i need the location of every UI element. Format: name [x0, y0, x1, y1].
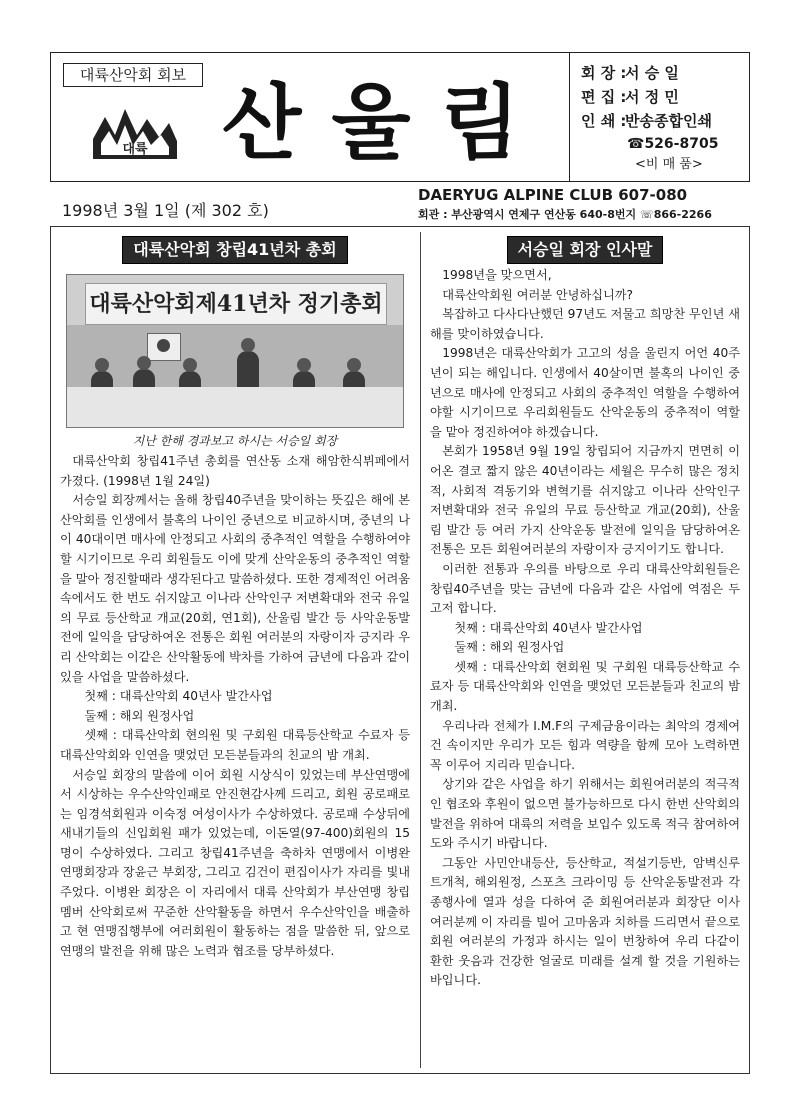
- article-paragraph: 서승일 회장의 말씀에 이어 회원 시상식이 있었는데 부산연맹에서 시상하는 우수산악인패로 안진현감사께 드리고, 회원 공로패로는 임경석회원과 이숙정 여성이사가 수상하였다. 공로패 수상뒤에 새내기들의 신입회원 패가 있었는데, 이돈열(97-400)회원의 15명이 수상하였다. 그리고 창립41주년을 축하차 연맹에서 이병완 연맹회장과 장윤근 부회장, 그리고 김건이 편집이사가 자리를 빛내주었다. 이병완 회장은 이 자리에서 대륙 산악회가 부산연맹 창립멤버 산악회로써 꾸준한 산악활동을 하면서 우수산악인을 배출하고 현 연맹집행부에 여러회원이 활동하는 점을 말씀한 뒤, 앞으로 연맹의 발전을 위해 많은 노력과 협조를 당부하셨다.: [60, 767, 410, 958]
- left-article: [60, 236, 410, 961]
- plan-item: 둘째 : 해외 원정사업: [454, 640, 565, 655]
- bulletin-label: 대륙산악회 회보: [63, 63, 203, 87]
- club-name: DAERYUG ALPINE CLUB 607-080: [418, 186, 688, 204]
- greeting-paragraph: 이러한 전통과 우의를 바탕으로 우리 대륙산악회원들은 창립40주년을 맞는 금년에 다음과 같은 사업에 역점은 두고저 합니다.: [430, 561, 740, 616]
- greeting-paragraph: 1998년은 대륙산악회가 고고의 성을 울린지 어언 40주년이 되는 해입니다. 인생에서 40살이면 불혹의 나이인 중년으로 매사에 안정되고 사회의 중추적인 역할을 수행하여야할 시기이므로 우리회원들도 산악운동의 중추적이 역할을 맡아 정진하여야 하겠습니다.: [430, 346, 740, 439]
- meeting-photo: [66, 274, 404, 428]
- issue-dateline: 1998년 3월 1일 (제 302 호): [62, 201, 269, 220]
- staff-row-printer: [581, 109, 746, 133]
- plan-item: 둘째 : 해외 원정사업: [84, 708, 195, 723]
- greeting-paragraph: 1998년을 맞으면서,: [442, 268, 552, 282]
- logo-text: 대륙: [122, 142, 148, 157]
- printer-phone: ☎526-8705: [627, 136, 719, 152]
- greeting-paragraph: 상기와 같은 사업을 하기 위해서는 회원여러분의 적극적인 협조와 후원이 없으면 불가능하므로 다시 한번 산악회의 발전을 위하여 대륙의 저력을 보입수 있도록 적극 참여하여 도와 주시기 바랍니다.: [430, 777, 740, 851]
- photo-banner: [85, 283, 387, 325]
- left-headline: 대륙산악회 창립41년차 총회: [122, 236, 347, 264]
- club-address: 회관 : 부산광역시 연제구 연산동 640-8번지 ☏866-2266: [418, 208, 712, 221]
- staff-name: 반송종합인쇄: [625, 112, 712, 130]
- newsletter-title: 산울림: [222, 75, 550, 171]
- photo-banner-text: 대륙산악회제41년차 정기총회: [89, 291, 383, 317]
- plan-item: 셋째 : 대륙산악회 현의원 및 구회원 대륙등산학교 수료자 등 대륙산악회와 인연을 맺었던 모든분들과의 친교의 밤 개최.: [60, 728, 410, 762]
- greeting-paragraph: 대륙산악회원 여러분 안녕하십니까?: [442, 287, 634, 302]
- greeting-paragraph: 우리나라 전체가 I.M.F의 구제금융이라는 최악의 경제여건 속이지만 우리가 모든 힘과 역량을 함께 모아 노력하면 꼭 이루어 지리라 믿습니다.: [430, 718, 740, 772]
- greeting-paragraph: 그동안 사민안내등산, 등산학교, 적설기등반, 암벽신루트개척, 해외원정, 스포츠 크라이밍 등 산악운동발전과 각종행사에 열과 성을 다하여 준 회원여러분과 회장단 이사 여러분께 이 자리를 빌어 고마움과 치하를 드리면서 끝으로 회원 여러분의 가정과 하시는 일이 번창하여 우리 다같이 환한 웃음과 건강한 얼굴로 미래를 설계 할 것을 기원하는 바입니다.: [430, 855, 740, 988]
- staff-role: 회 장 :: [581, 64, 627, 82]
- staff-row-editor: [581, 85, 746, 109]
- masthead: [50, 52, 750, 182]
- greeting-paragraph: 복잡하고 다사다난했던 97년도 저물고 희망찬 무인년 새해를 맞이하였습니다.: [430, 307, 740, 341]
- plan-item: 셋째 : 대륙산악회 현회원 및 구회원 대륙등산학교 수료자 등 대륙산악회와 인연을 맺었던 모든분들과 친교의 밤 개최.: [430, 659, 740, 714]
- staff-list: [581, 61, 746, 175]
- staff-role: 편 집 :: [581, 88, 627, 106]
- masthead-divider: [569, 53, 570, 181]
- right-headline: 서승일 회장 인사말: [507, 236, 664, 264]
- plan-item: 첫째 : 대륙산악회 40년사 발간사업: [84, 689, 273, 704]
- staff-name: 서 정 민: [625, 88, 679, 106]
- staff-name: 서 승 일: [625, 64, 679, 82]
- photo-caption: 지난 한해 경과보고 하시는 서승일 회장: [132, 434, 338, 448]
- right-article: [430, 236, 740, 991]
- plan-item: 첫째 : 대륙산악회 40년사 발간사업: [454, 620, 643, 635]
- column-rule: [420, 232, 421, 1068]
- staff-role: 인 쇄 :: [581, 112, 627, 130]
- article-paragraph: 대륙산악회 창립41주년 총회를 연산동 소재 해암한식뷔페에서 가졌다. (1998년 1월 24일): [60, 454, 410, 488]
- club-logo-icon: [91, 101, 179, 161]
- flag-emblem-icon: [157, 339, 170, 352]
- article-paragraph: 서승일 회장께서는 올해 창립40주년을 맞이하는 뜻깊은 해에 본 산악회를 인생에서 불혹의 나이인 중년으로 비교하시며, 중년의 나이 40대이면 매사에 안정되고 사회의 중추적인 역할을 수행하여야 할 시기이므로 우리 회원들도 이에 맞게 산악운동의 중추적인 역할을 말아 정진할때라 생각된다고 말씀하셨다. 또한 경제적인 어려움속에서도 한 번도 쉬지않고 이나라 산악인구 저변확대와 전국 유일의 무료 등산학교 개교(20회, 연1회), 산울림 발간 등 사악운동발전에 일익을 담당하여온 전통은 회원 여러분의 자랑이자 긍지라 우리 산악회는 이같은 산악활동에 박차를 가하여 금년에 다음과 같이 있을 사업을 말씀하셨다.: [60, 493, 410, 684]
- greeting-paragraph: 본회가 1958년 9월 19일 창립되어 지금까지 면면히 이어온 결코 짧지 않은 40년이라는 세월은 무수히 많은 정치적, 사회적 격동기와 변혁기를 쉬지않고 이나라 산악인구 저변확대와 전국 유일의 무료 등산학교 개교(20회), 산울림 발간 등 여러 가지 산악운동 발전에 일익을 담당하여온 전통은 모든 회원여러분의 자랑이자 긍지이기도 합니다.: [430, 444, 740, 557]
- not-for-sale-label: <비 매 품>: [635, 157, 703, 172]
- staff-row-president: [581, 61, 746, 85]
- head-table: [67, 387, 403, 427]
